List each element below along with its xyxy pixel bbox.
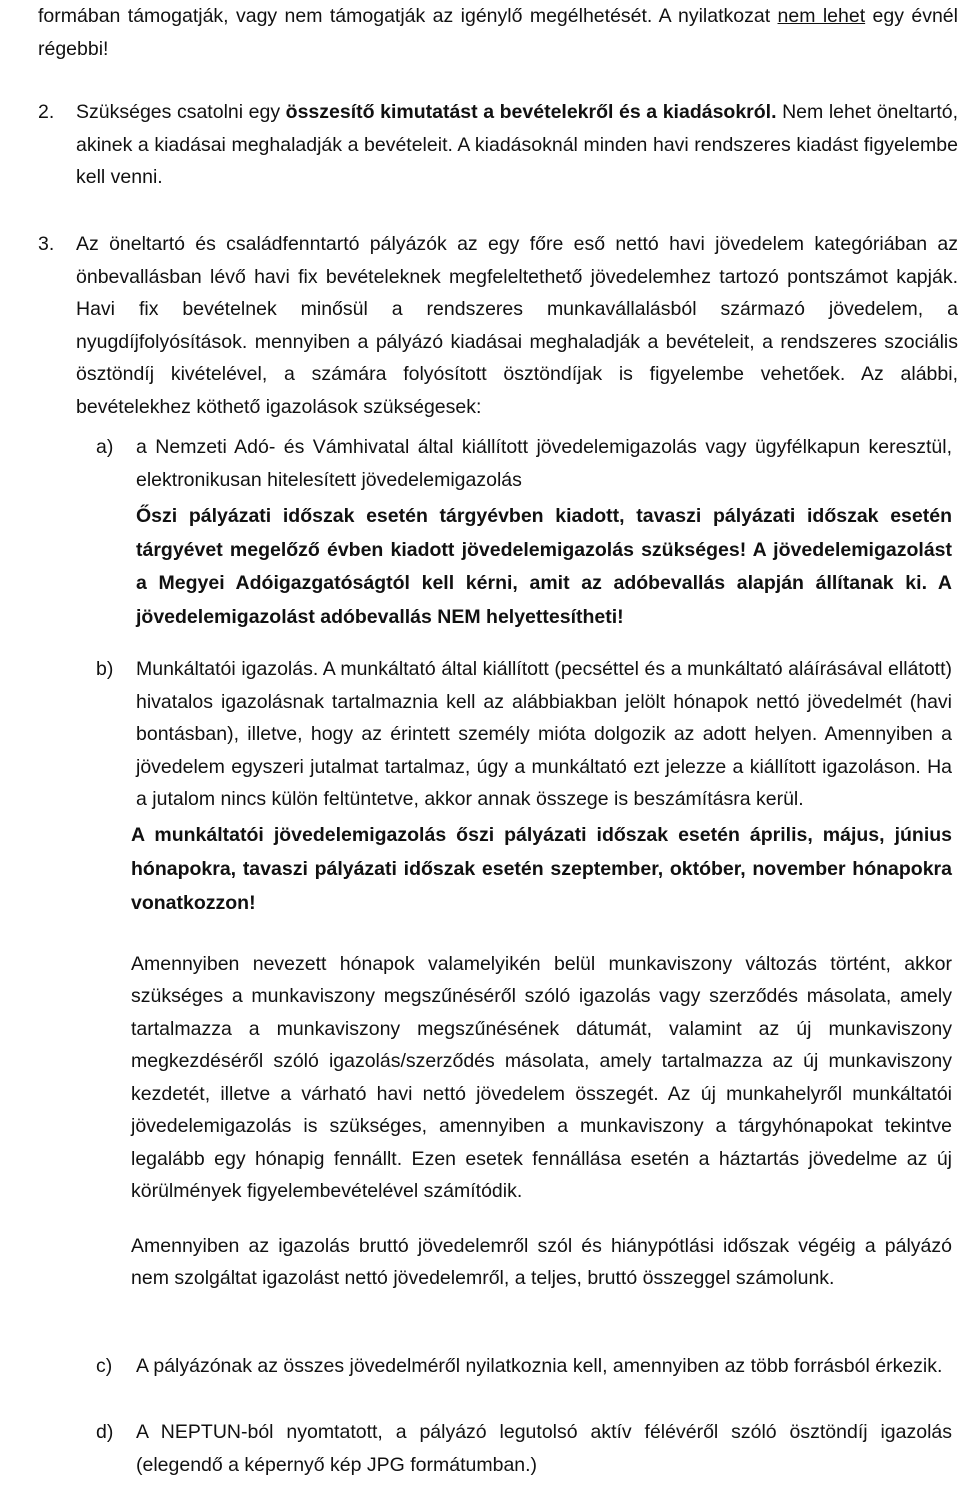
subitem-label: a) bbox=[96, 436, 114, 458]
subitem-text: A NEPTUN-ból nyomtatott, a pályázó legutolsó aktív félévéről szóló ösztöndíj igazolás (elegendő a képernyő kép JPG formátumban.) bbox=[136, 1421, 952, 1476]
intro-paragraph bbox=[38, 0, 958, 65]
subitem-paragraph-2: Amennyiben az igazolás bruttó jövedelemről szól és hiánypótlási időszak végéig a pályázó nem szolgáltat igazolást nettó jövedelemről, a teljes, bruttó összeggel számolunk. bbox=[131, 1234, 952, 1289]
intro-underlined: nem lehet bbox=[777, 5, 866, 27]
item2-post: Nem lehet öneltartó, akinek a kiadásai meghaladják a bevételeit. A kiadásoknál minden havi rendszeres kiadást figyelembe kell venni. bbox=[76, 101, 959, 188]
subitem-label: b) bbox=[96, 658, 114, 680]
subitem-bold-notice: A munkáltatói jövedelemigazolás őszi pályázati időszak esetén április, május, június hónapokra, tavaszi pályázati időszak esetén szeptember, október, november hónapokra vonatkozzon! bbox=[131, 823, 952, 914]
item2-bold: összesítő kimutatást a bevételekről és a kiadásokról. bbox=[285, 101, 777, 123]
intro-text-before: formában támogatják, vagy nem támogatják az igénylő megélhetését. A nyilatkozat bbox=[38, 5, 778, 27]
list-item-number: 3. bbox=[38, 233, 55, 255]
subitem-label: c) bbox=[96, 1355, 113, 1377]
subitem-body bbox=[131, 653, 952, 1295]
subitem-bold-notice: Őszi pályázati időszak esetén tárgyévben kiadott, tavaszi pályázati időszak esetén tárgyévet megelőző évben kiadott jövedelemigazolás szükséges! A jövedelemigazolást a Megyei Adóigazgatóságtól kell kérni, amit az adóbevallás alapján állítanak ki. A jövedelemigazolást adóbevallás NEM helyettesítheti! bbox=[136, 505, 952, 628]
subitem-text: a Nemzeti Adó- és Vámhivatal által kiállított jövedelemigazolás vagy ügyfélkapun keresztül, elektronikusan hitelesített jövedelemigazolás bbox=[136, 436, 952, 491]
item2-pre: Szükséges csatolni egy bbox=[76, 101, 286, 123]
list-item-text bbox=[76, 96, 958, 194]
subitem-text: Munkáltatói igazolás. A munkáltató által kiállított (pecséttel és a munkáltató aláírásával ellátott) hivatalos igazolásnak tartalmaznia kell az alábbiakban jelölt hónapok nettó jövedelmét (havi bontásban), illetve, hogy az érintett személy mióta dolgozik az adott helyen. Amennyiben a jövedelem egyszeri jutalmat tartalmaz, úgy a munkáltató ezt jelezze a kiállított igazoláson. Ha a jutalom nincs külön feltüntetve, akkor annak összege is beszámításra kerül. bbox=[136, 658, 952, 810]
subitem-paragraph-1: Amennyiben nevezett hónapok valamelyikén belül munkaviszony változás történt, akkor szükséges a munkaviszony megszűnéséről szóló igazolás vagy szerződés másolata, amely tartalmazza a munkaviszony megszűnésének dátumát, valamint az új munkaviszony megkezdéséről szóló igazolás/szerződés másolata, amely tartalmazza az új munkaviszony kezdetét, illetve a várható havi nettó jövedelem összegét. Az új munkahelyről munkáltatói jövedelemigazolás is szükséges, amennyiben a munkaviszony a tárgyhónapokat tekintve legalább egy hónapig fennállt. Ezen esetek fennállása esetén a háztartás jövedelme az új körülmények figyelembevételével számítódik. bbox=[131, 952, 952, 1202]
subitem-body bbox=[136, 431, 952, 634]
subitem-text: A pályázónak az összes jövedelméről nyilatkoznia kell, amennyiben az több forrásból érkezik. bbox=[136, 1355, 943, 1377]
list-item-text: Az öneltartó és családfenntartó pályázók az egy főre eső nettó havi jövedelem kategóriában az önbevallásban lévő havi fix bevételeknek megfeleltethető jövedelemhez tartozó pontszámot kapják. Havi fix bevételnek minősül a rendszeres munkavállalásból származó jövedelem, a nyugdíjfolyósítások. mennyiben a pályázó kiadásai meghaladják a bevételeit, a rendszeres szociális ösztöndíj kivételével, a számára folyósított ösztöndíjak is figyelembe vehetőek. Az alábbi, bevételekhez köthető igazolások szükségesek: bbox=[76, 233, 958, 418]
intro-text-after: egy évnél régebbi! bbox=[38, 5, 958, 60]
subitem-label: d) bbox=[96, 1421, 114, 1443]
list-item-number: 2. bbox=[38, 101, 55, 123]
